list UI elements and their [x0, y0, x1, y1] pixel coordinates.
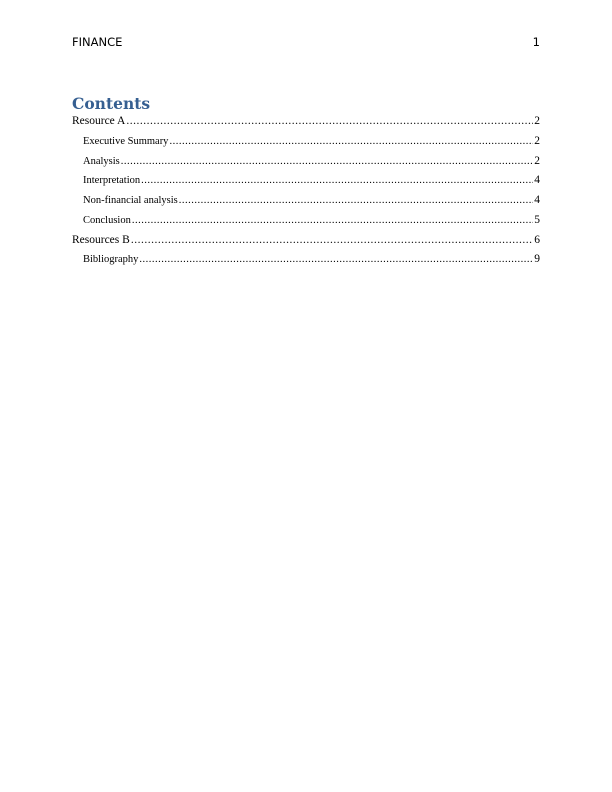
toc-dot-leader: [169, 134, 533, 150]
toc-dot-leader: [126, 113, 533, 129]
page-header: [72, 35, 540, 51]
toc-entry-label: Analysis: [83, 155, 120, 167]
toc-entry-analysis[interactable]: [72, 153, 540, 173]
toc-dot-leader: [141, 173, 533, 189]
toc-entry-page: 6: [534, 233, 540, 246]
toc-entry-label: Conclusion: [83, 214, 131, 226]
table-of-contents: [72, 113, 540, 271]
toc-dot-leader: [131, 232, 533, 248]
toc-entry-label: Bibliography: [83, 254, 139, 266]
toc-entry-conclusion[interactable]: [72, 212, 540, 232]
running-head-title: FINANCE: [72, 35, 123, 49]
toc-entry-resources-b[interactable]: [72, 232, 540, 252]
toc-entry-page: 5: [534, 213, 540, 226]
toc-entry-label: Executive Summary: [83, 135, 169, 147]
toc-entry-label: Non-financial analysis: [83, 195, 178, 206]
toc-entry-page: 9: [534, 253, 540, 266]
toc-entry-executive-summary[interactable]: [72, 133, 540, 153]
toc-entry-page: 2: [534, 134, 540, 147]
toc-entry-label: Resource A: [72, 115, 126, 127]
toc-dot-leader: [139, 252, 533, 268]
toc-entry-page: 4: [534, 174, 540, 187]
toc-dot-leader: [179, 193, 533, 209]
header-page-number: 1: [532, 35, 540, 49]
toc-entry-bibliography[interactable]: [72, 251, 540, 271]
toc-entry-page: 2: [534, 154, 540, 167]
toc-entry-page: 2: [534, 115, 540, 127]
toc-entry-interpretation[interactable]: [72, 172, 540, 192]
toc-entry-label: Resources B: [72, 233, 130, 246]
toc-dot-leader: [132, 213, 533, 229]
toc-entry-label: Interpretation: [83, 175, 141, 187]
toc-entry-page: 4: [534, 194, 540, 206]
contents-heading: Contents: [72, 94, 151, 113]
toc-entry-non-financial-analysis[interactable]: [72, 192, 540, 212]
toc-entry-resource-a[interactable]: [72, 113, 540, 133]
toc-dot-leader: [121, 154, 534, 170]
